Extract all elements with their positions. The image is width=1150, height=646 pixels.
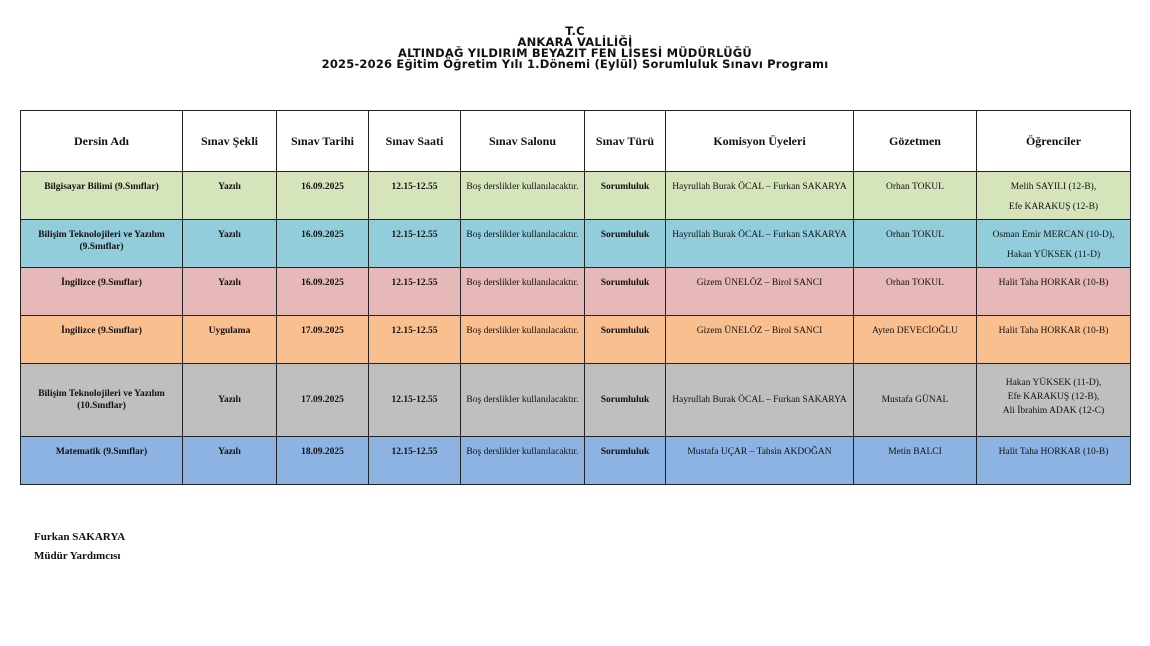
- exam-schedule-table: [20, 110, 1131, 485]
- cell-exam-type: Yazılı: [183, 220, 277, 268]
- cell-students: [977, 364, 1131, 437]
- cell-proctor: Ayten DEVECİOĞLU: [854, 316, 977, 364]
- cell-exam-kind: Sorumluluk: [585, 364, 666, 437]
- table-row: [21, 316, 1131, 364]
- cell-exam-type: Yazılı: [183, 172, 277, 220]
- cell-exam-time: 12.15-12.55: [369, 268, 461, 316]
- cell-proctor: Orhan TOKUL: [854, 172, 977, 220]
- cell-students: [977, 220, 1131, 268]
- cell-students: [977, 172, 1131, 220]
- cell-exam-date: 17.09.2025: [277, 364, 369, 437]
- table-header-row: [21, 111, 1131, 172]
- cell-commission: Gizem ÜNELÖZ – Birol SANCI: [666, 268, 854, 316]
- col-header-proctor: Gözetmen: [854, 111, 977, 172]
- cell-exam-kind: Sorumluluk: [585, 220, 666, 268]
- cell-students: [977, 268, 1131, 316]
- col-header-commission: Komisyon Üyeleri: [666, 111, 854, 172]
- cell-commission: Hayrullah Burak ÖCAL – Furkan SAKARYA: [666, 364, 854, 437]
- cell-commission: Hayrullah Burak ÖCAL – Furkan SAKARYA: [666, 172, 854, 220]
- cell-course: İngilizce (9.Sınıflar): [21, 316, 183, 364]
- student-entry: Halit Taha HORKAR (10-B): [998, 447, 1109, 457]
- header-line-school: ALTINDAĞ YILDIRIM BEYAZIT FEN LİSESİ MÜDÜRLÜĞÜ: [398, 46, 752, 60]
- cell-exam-room: Boş derslikler kullanılacaktır.: [461, 437, 585, 485]
- cell-exam-date: 16.09.2025: [277, 172, 369, 220]
- cell-commission: Mustafa UÇAR – Tahsin AKDOĞAN: [666, 437, 854, 485]
- header-line-program-title: 2025-2026 Eğitim Öğretim Yılı 1.Dönemi (Eylül) Sorumluluk Sınavı Programı: [321, 57, 829, 71]
- cell-exam-date: 16.09.2025: [277, 220, 369, 268]
- cell-exam-room: Boş derslikler kullanılacaktır.: [461, 316, 585, 364]
- cell-exam-time: 12.15-12.55: [369, 364, 461, 437]
- cell-exam-time: 12.15-12.55: [369, 172, 461, 220]
- cell-course: Bilgisayar Bilimi (9.Sınıflar): [21, 172, 183, 220]
- cell-exam-time: 12.15-12.55: [369, 316, 461, 364]
- cell-course: Matematik (9.Sınıflar): [21, 437, 183, 485]
- cell-exam-date: 17.09.2025: [277, 316, 369, 364]
- cell-commission: Gizem ÜNELÖZ – Birol SANCI: [666, 316, 854, 364]
- student-entry: Efe KARAKUŞ (12-B): [1008, 202, 1099, 212]
- cell-exam-room: Boş derslikler kullanılacaktır.: [461, 220, 585, 268]
- table-row: [21, 364, 1131, 437]
- col-header-exam-room: Sınav Salonu: [461, 111, 585, 172]
- cell-exam-type: Uygulama: [183, 316, 277, 364]
- table-row: [21, 172, 1131, 220]
- cell-exam-room: Boş derslikler kullanılacaktır.: [461, 268, 585, 316]
- col-header-exam-time: Sınav Saati: [369, 111, 461, 172]
- cell-exam-date: 16.09.2025: [277, 268, 369, 316]
- col-header-students: Öğrenciler: [977, 111, 1131, 172]
- cell-proctor: Metin BALCI: [854, 437, 977, 485]
- table-row: [21, 220, 1131, 268]
- cell-proctor: Orhan TOKUL: [854, 268, 977, 316]
- student-entry: Halit Taha HORKAR (10-B): [998, 326, 1109, 336]
- cell-proctor: Orhan TOKUL: [854, 220, 977, 268]
- cell-exam-time: 12.15-12.55: [369, 437, 461, 485]
- signature-block: [34, 528, 125, 566]
- student-entry: Melih SAYILI (12-B),: [1010, 182, 1097, 192]
- cell-exam-kind: Sorumluluk: [585, 172, 666, 220]
- cell-exam-type: Yazılı: [183, 268, 277, 316]
- cell-exam-kind: Sorumluluk: [585, 268, 666, 316]
- table-row: [21, 268, 1131, 316]
- student-entry: Hakan YÜKSEK (11-D): [1006, 250, 1101, 260]
- cell-course: Bilişim Teknolojileri ve Yazılım (10.Sınıflar): [21, 364, 183, 437]
- cell-course: İngilizce (9.Sınıflar): [21, 268, 183, 316]
- header-line-governorship: ANKARA VALİLİĞİ: [517, 35, 633, 49]
- cell-students: [977, 316, 1131, 364]
- cell-exam-type: Yazılı: [183, 437, 277, 485]
- student-entry: Osman Emir MERCAN (10-D),: [992, 230, 1115, 240]
- student-entry: Halit Taha HORKAR (10-B): [998, 278, 1109, 288]
- student-entry: Ali İbrahim ADAK (12-C): [1002, 406, 1105, 416]
- signatory-title: Müdür Yardımcısı: [34, 550, 121, 562]
- col-header-course: Dersin Adı: [21, 111, 183, 172]
- cell-exam-date: 18.09.2025: [277, 437, 369, 485]
- cell-exam-room: Boş derslikler kullanılacaktır.: [461, 364, 585, 437]
- cell-exam-room: Boş derslikler kullanılacaktır.: [461, 172, 585, 220]
- student-entry: Hakan YÜKSEK (11-D),: [1005, 378, 1102, 388]
- cell-exam-kind: Sorumluluk: [585, 316, 666, 364]
- table-row: [21, 437, 1131, 485]
- header-line-tc: T.C: [565, 24, 585, 38]
- signatory-name: Furkan SAKARYA: [34, 531, 126, 543]
- cell-proctor: Mustafa GÜNAL: [854, 364, 977, 437]
- col-header-exam-kind: Sınav Türü: [585, 111, 666, 172]
- col-header-exam-date: Sınav Tarihi: [277, 111, 369, 172]
- student-entry: Efe KARAKUŞ (12-B),: [1007, 392, 1100, 402]
- cell-course: Bilişim Teknolojileri ve Yazılım (9.Sınıflar): [21, 220, 183, 268]
- cell-exam-type: Yazılı: [183, 364, 277, 437]
- cell-exam-kind: Sorumluluk: [585, 437, 666, 485]
- cell-exam-time: 12.15-12.55: [369, 220, 461, 268]
- document-header: [0, 26, 1150, 70]
- cell-commission: Hayrullah Burak ÖCAL – Furkan SAKARYA: [666, 220, 854, 268]
- cell-students: [977, 437, 1131, 485]
- col-header-exam-type: Sınav Şekli: [183, 111, 277, 172]
